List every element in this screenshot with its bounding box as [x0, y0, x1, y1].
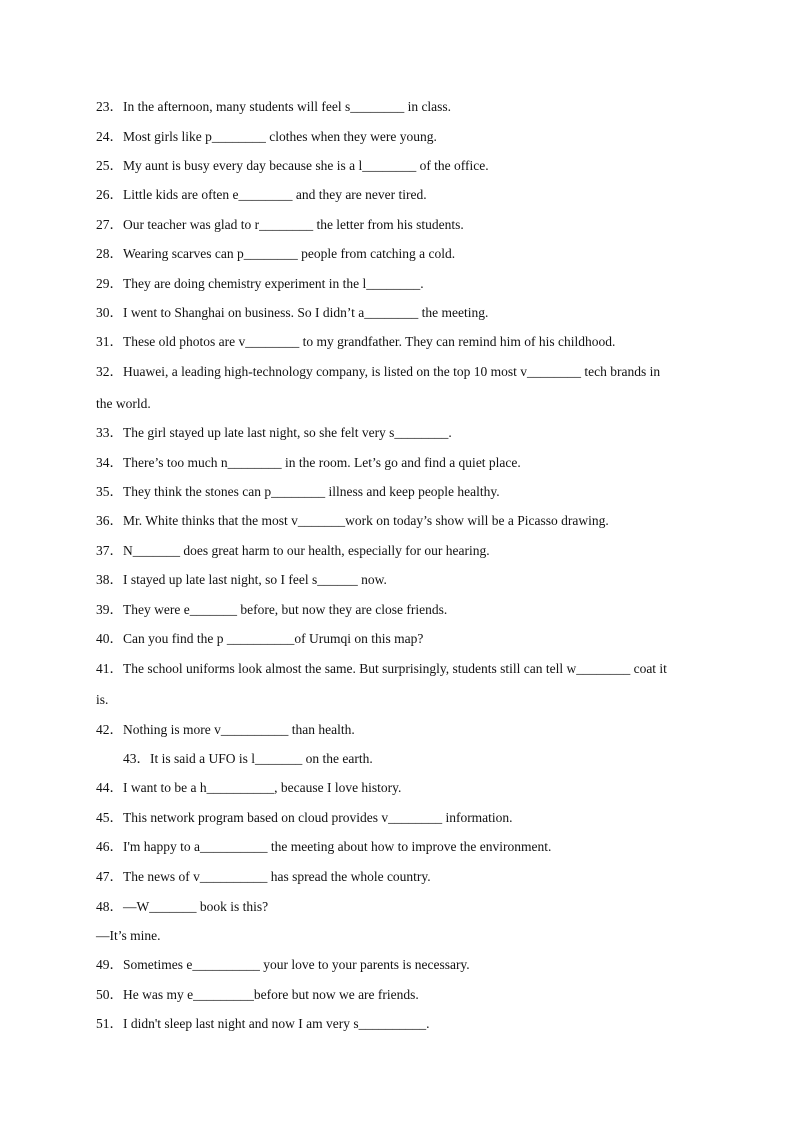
- question-42: 42．Nothing is more v__________ than health.: [96, 722, 355, 737]
- question-26: 26．Little kids are often e________ and they are never tired.: [96, 187, 427, 202]
- question-28: 28．Wearing scarves can p________ people from catching a cold.: [96, 246, 456, 261]
- question-38: 38．I stayed up late last night, so I feel s______ now.: [96, 572, 387, 587]
- question-41-continuation: is.: [96, 692, 109, 707]
- question-33: 33．The girl stayed up late last night, so she felt very s________.: [96, 425, 452, 440]
- question-51: 51．I didn't sleep last night and now I am very s__________.: [96, 1016, 430, 1031]
- question-48-answer: —It’s mine.: [96, 928, 161, 943]
- question-34: 34．There’s too much n________ in the room. Let’s go and find a quiet place.: [96, 455, 521, 470]
- question-35: 35．They think the stones can p________ illness and keep people healthy.: [96, 484, 500, 499]
- question-25: 25．My aunt is busy every day because she is a l________ of the office.: [96, 158, 489, 173]
- question-40: 40．Can you find the p __________of Urumqi on this map?: [96, 631, 424, 646]
- question-43: 43．It is said a UFO is l_______ on the earth.: [123, 751, 373, 766]
- question-36: 36．Mr. White thinks that the most v_______work on today’s show will be a Picasso drawing.: [96, 513, 609, 528]
- question-23: 23．In the afternoon, many students will feel s________ in class.: [96, 99, 452, 114]
- question-44: 44．I want to be a h__________, because I love history.: [96, 780, 402, 795]
- question-37: 37．N_______ does great harm to our health, especially for our hearing.: [96, 543, 490, 558]
- question-47: 47．The news of v__________ has spread the whole country.: [96, 869, 431, 884]
- question-46: 46．I'm happy to a__________ the meeting about how to improve the environment.: [96, 839, 552, 854]
- question-24: 24．Most girls like p________ clothes when they were young.: [96, 129, 437, 144]
- question-32-continuation: the world.: [96, 396, 151, 411]
- question-45: 45．This network program based on cloud provides v________ information.: [96, 810, 513, 825]
- question-31: 31．These old photos are v________ to my grandfather. They can remind him of his childhood.: [96, 334, 616, 349]
- question-41: 41．The school uniforms look almost the same. But surprisingly, students still can tell w________ coat it: [96, 661, 667, 676]
- question-29: 29．They are doing chemistry experiment in the l________.: [96, 276, 424, 291]
- question-50: 50．He was my e_________before but now we are friends.: [96, 987, 419, 1002]
- question-48: 48．—W_______ book is this?: [96, 899, 269, 914]
- question-30: 30．I went to Shanghai on business. So I didn’t a________ the meeting.: [96, 305, 489, 320]
- question-49: 49．Sometimes e__________ your love to your parents is necessary.: [96, 957, 470, 972]
- question-32: 32．Huawei, a leading high-technology company, is listed on the top 10 most v________ tech brands in: [96, 364, 661, 379]
- question-39: 39．They were e_______ before, but now they are close friends.: [96, 602, 448, 617]
- question-27: 27．Our teacher was glad to r________ the letter from his students.: [96, 217, 464, 232]
